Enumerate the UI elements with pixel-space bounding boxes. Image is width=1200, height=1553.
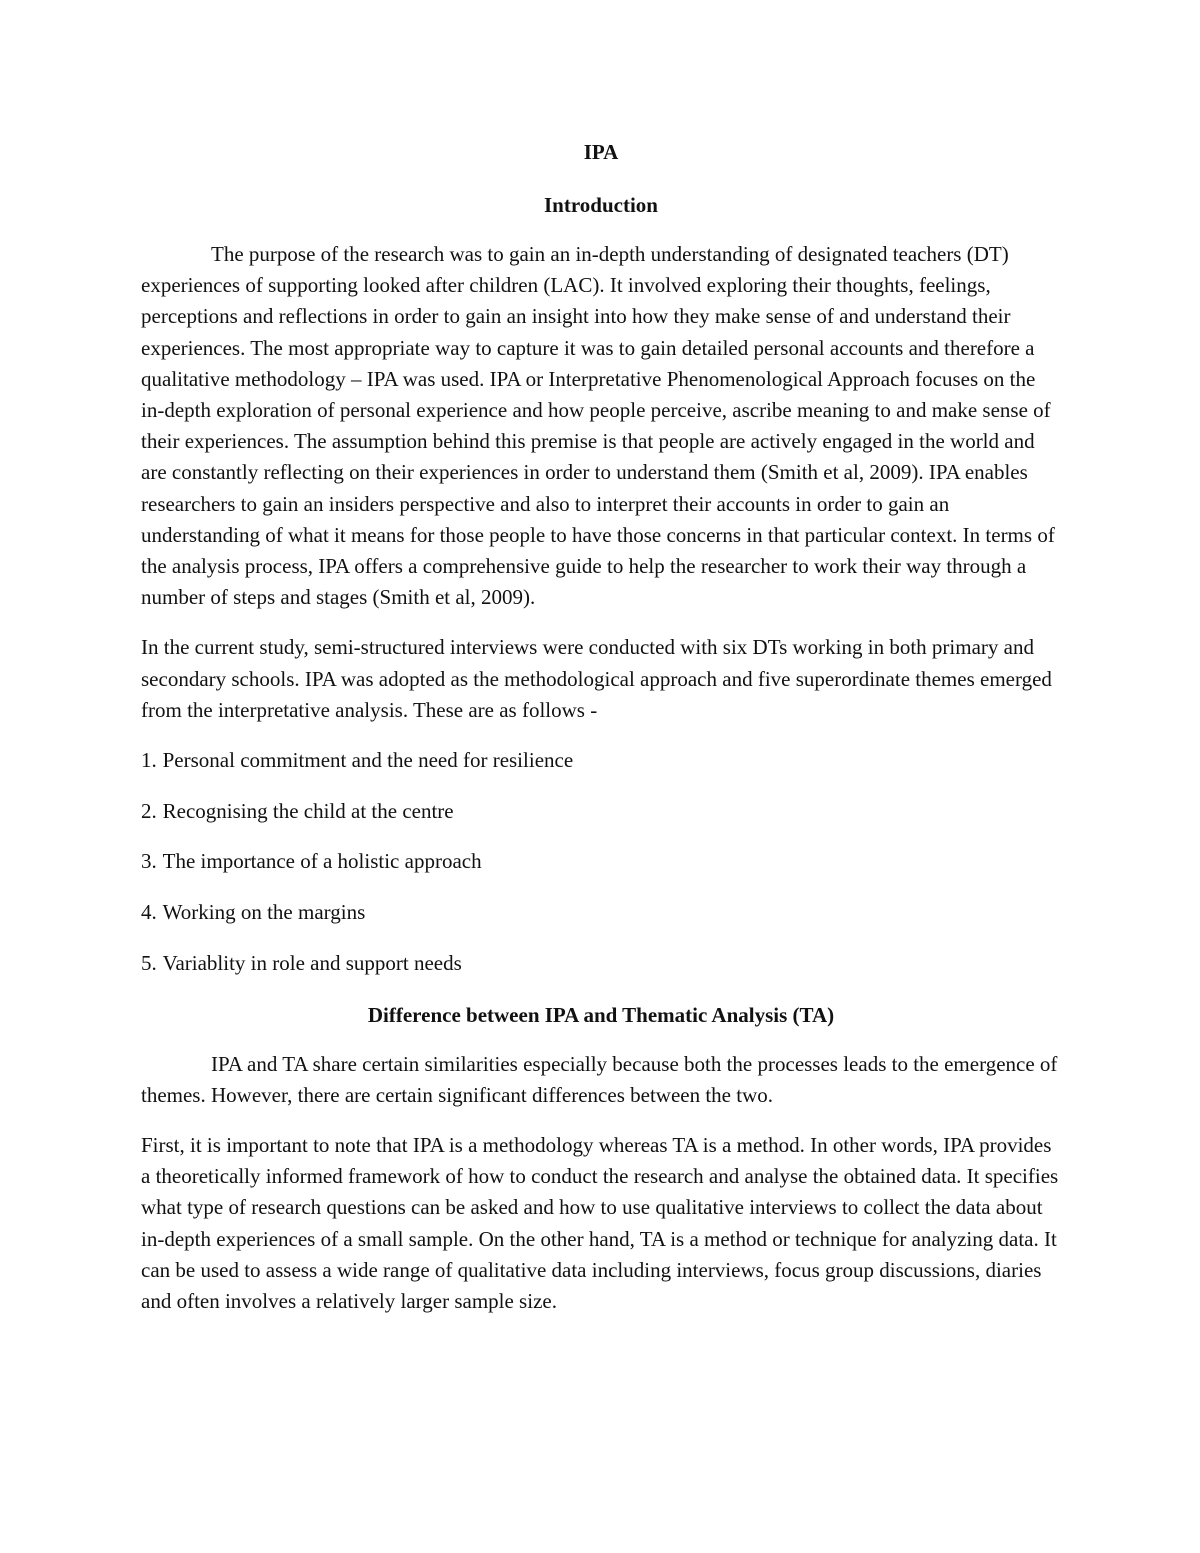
theme-list-item — [141, 846, 1061, 877]
intro-paragraph-2: In the current study, semi-structured interviews were conducted with six DTs working in both primary and secondary schools. IPA was adopted as the methodological approach and five superordinate themes emerged from the interpretative analysis. These are as follows - — [141, 635, 1052, 722]
theme-number: 3. — [141, 849, 157, 874]
difference-paragraph-2: First, it is important to note that IPA is a methodology whereas TA is a method. In other words, IPA provides a theoretically informed framework of how to conduct the research and analyse the obtained data. It specifies what type of research questions can be asked and how to use qualitative interviews to collect the data about in-depth experiences of a small sample. On the other hand, TA is a method or technique for analyzing data. It can be used to assess a wide range of qualitative data including interviews, focus group discussions, diaries and often involves a relatively larger sample size. — [141, 1132, 1059, 1313]
theme-text: Recognising the child at the centre — [162, 798, 454, 823]
theme-number: 2. — [141, 798, 157, 823]
theme-list-item — [141, 745, 1061, 776]
theme-text: Variablity in role and support needs — [162, 950, 462, 975]
theme-text: Personal commitment and the need for resilience — [162, 748, 574, 773]
document-title: IPA — [583, 140, 619, 164]
theme-list-item — [141, 796, 1061, 827]
theme-number: 4. — [141, 900, 157, 925]
theme-text: The importance of a holistic approach — [162, 849, 482, 874]
theme-list-item — [141, 948, 1061, 979]
document-body — [141, 136, 1061, 1336]
theme-number: 1. — [141, 748, 157, 773]
difference-paragraph-1: IPA and TA share certain similarities especially because both the processes leads to the emergence of themes. However, there are certain significant differences between the two. — [141, 1051, 1058, 1107]
section-heading-introduction: Introduction — [544, 193, 658, 217]
theme-list-item — [141, 897, 1061, 928]
theme-number: 5. — [141, 950, 157, 975]
theme-text: Working on the margins — [162, 900, 366, 925]
section-heading-difference: Difference between IPA and Thematic Analysis (TA) — [367, 1002, 835, 1027]
intro-paragraph-1: The purpose of the research was to gain an in-depth understanding of designated teachers (DT) experiences of supporting looked after children (LAC). It involved exploring their thoughts, feelings, perceptions and reflections in order to gain an insight into how they make sense of and understand their experiences. The most appropriate way to capture it was to gain detailed personal accounts and therefore a qualitative methodology – IPA was used. IPA or Interpretative Phenomenological Approach focuses on the in-depth exploration of personal experience and how people perceive, ascribe meaning to and make sense of their experiences. The assumption behind this premise is that people are actively engaged in the world and are constantly reflecting on their experiences in order to understand them (Smith et al, 2009). IPA enables researchers to gain an insiders perspective and also to interpret their accounts in order to gain an understanding of what it means for those people to have those concerns in that particular context. In terms of the analysis process, IPA offers a comprehensive guide to help the researcher to work their way through a number of steps and stages (Smith et al, 2009). — [141, 242, 1055, 610]
